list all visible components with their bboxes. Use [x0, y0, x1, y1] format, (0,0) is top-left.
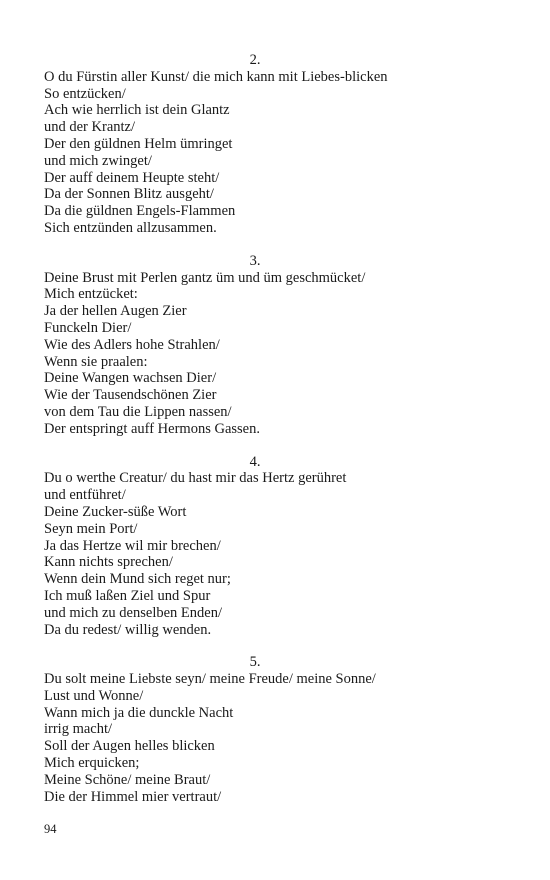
stanza-3: [44, 253, 464, 438]
verse-line: Mich entzücket:: [44, 286, 138, 303]
verse-line: Die der Himmel mier vertraut/: [44, 788, 222, 805]
verse-line: Deine Brust mit Perlen gantz üm und üm geschmücket/: [44, 269, 366, 286]
verse-line: Da der Sonnen Blitz ausgeht/: [44, 186, 214, 203]
verse-line: Ach wie herrlich ist dein Glantz: [44, 102, 230, 119]
verse-line: Meine Schöne/ meine Braut/: [44, 771, 211, 788]
stanza-number: 5.: [249, 654, 261, 671]
stanza-number: 2.: [249, 52, 261, 68]
verse-line: So entzücken/: [44, 85, 126, 102]
verse-line: Ja der hellen Augen Zier: [44, 303, 187, 320]
verse-line: Der den güldnen Helm ümringet: [44, 135, 233, 152]
verse-line: und entführet/: [44, 487, 126, 504]
verse-line: Wie des Adlers hohe Strahlen/: [44, 336, 220, 353]
verse-line: Sich entzünden allzusammen.: [44, 219, 217, 236]
stanza-number: 3.: [249, 252, 261, 269]
verse-line: Der auff deinem Heupte steht/: [44, 169, 220, 186]
verse-line: Der entspringt auff Hermons Gassen.: [44, 420, 260, 437]
verse-line: Ja das Hertze wil mir brechen/: [44, 537, 221, 554]
verse-line: und der Krantz/: [44, 119, 135, 136]
verse-line: O du Fürstin aller Kunst/ die mich kann mit Liebes-blicken: [44, 68, 388, 85]
verse-line: Deine Wangen wachsen Dier/: [44, 370, 217, 387]
verse-line: Wie der Tausendschönen Zier: [44, 387, 217, 404]
verse-line: Wenn dein Mund sich reget nur;: [44, 571, 231, 588]
verse-line: Deine Zucker-süße Wort: [44, 503, 187, 520]
stanza-5: [44, 654, 464, 805]
verse-line: Mich erquicken;: [44, 755, 140, 772]
verse-line: Seyn mein Port/: [44, 520, 138, 537]
stanza-number: 4.: [249, 453, 261, 470]
verse-line: Du solt meine Liebste seyn/ meine Freude/ meine Sonne/: [44, 671, 376, 688]
verse-line: Du o werthe Creatur/ du hast mir das Hertz gerühret: [44, 470, 347, 487]
stanza-2: [44, 52, 464, 237]
verse-line: von dem Tau die Lippen nassen/: [44, 403, 232, 420]
verse-line: Da du redest/ willig wenden.: [44, 621, 212, 638]
verse-line: Funckeln Dier/: [44, 319, 132, 336]
verse-line: irrig macht/: [44, 721, 113, 738]
verse-line: und mich zwinget/: [44, 152, 152, 169]
verse-line: Kann nichts sprechen/: [44, 554, 173, 571]
verse-line: Ich muß laßen Ziel und Spur: [44, 587, 211, 604]
page-number: 94: [44, 822, 57, 836]
verse-line: Da die güldnen Engels-Flammen: [44, 203, 236, 220]
stanza-4: [44, 454, 464, 639]
verse-line: und mich zu denselben Enden/: [44, 604, 222, 621]
poem-text: [44, 52, 464, 821]
verse-line: Wann mich ja die dunckle Nacht: [44, 704, 234, 721]
verse-line: Soll der Augen helles blicken: [44, 738, 215, 755]
verse-line: Wenn sie praalen:: [44, 353, 148, 370]
verse-line: Lust und Wonne/: [44, 687, 144, 704]
